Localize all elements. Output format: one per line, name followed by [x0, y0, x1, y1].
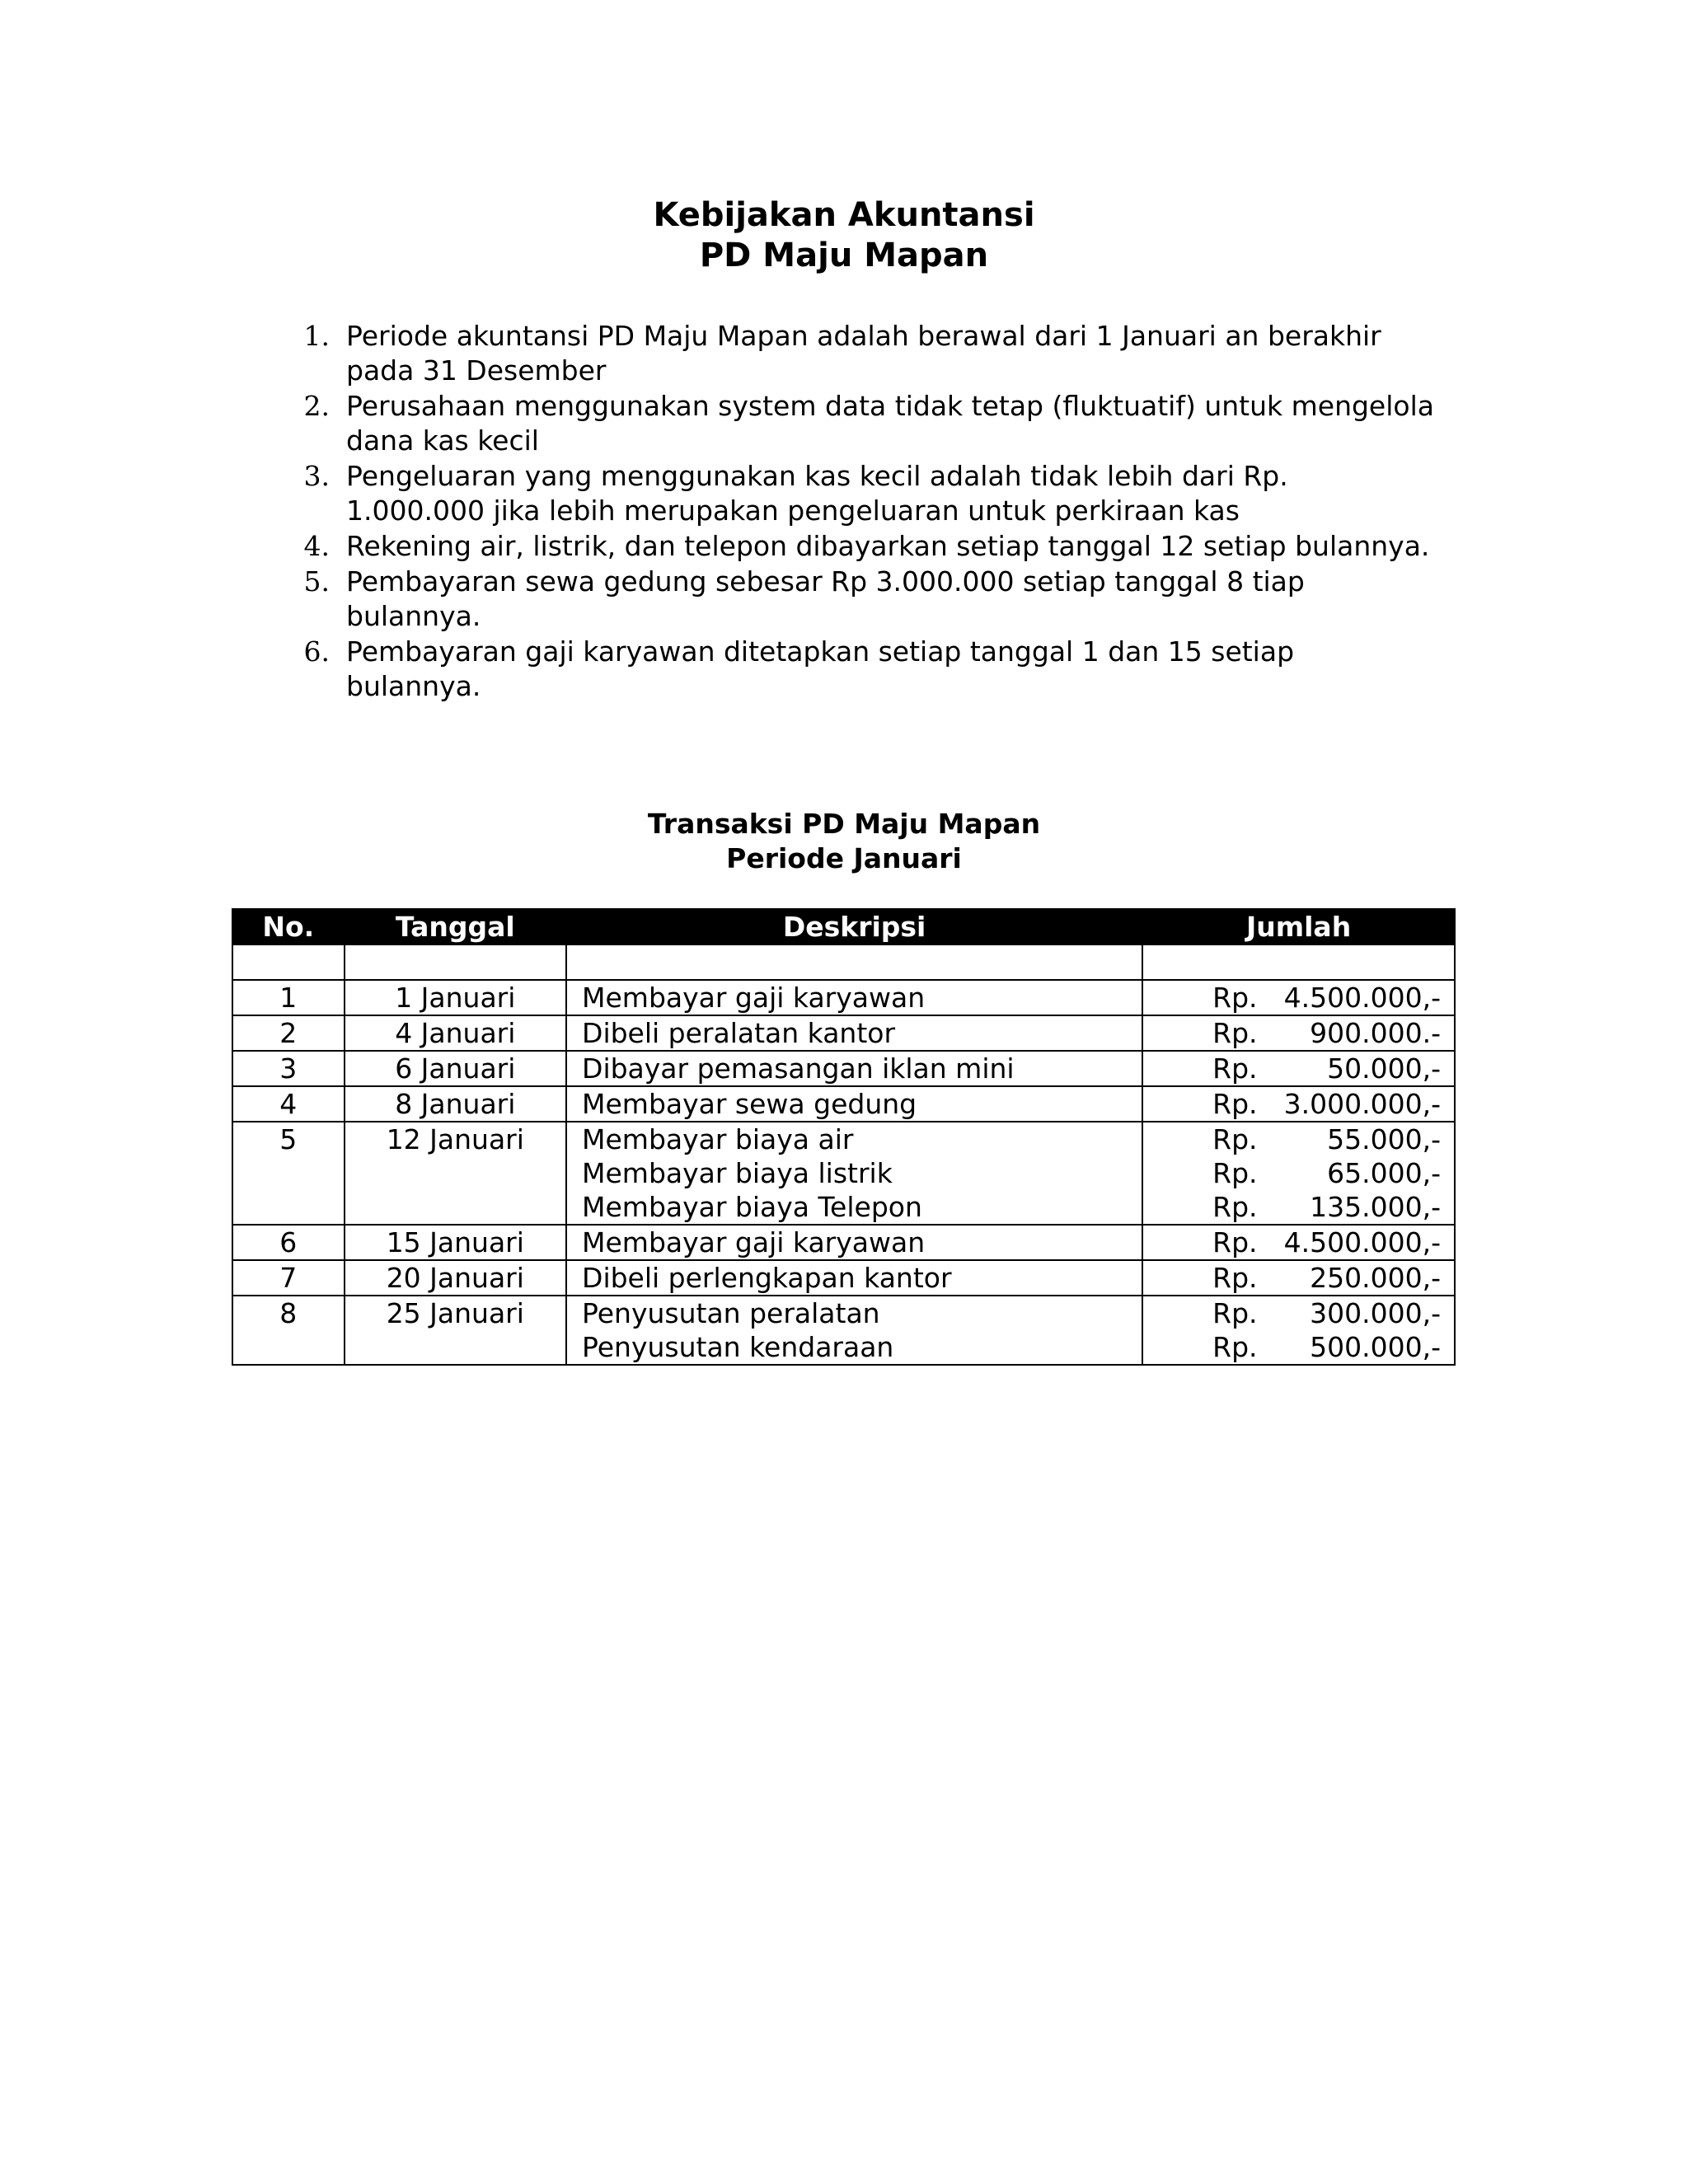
description-line: Penyusutan kendaraan [582, 1331, 894, 1363]
description-line: Dibayar pemasangan iklan mini [582, 1052, 1015, 1085]
currency-label: Rp. [1212, 1191, 1258, 1223]
policy-text: Pembayaran gaji karyawan ditetapkan setiap tanggal 1 dan 15 setiap bulannya. [346, 635, 1295, 702]
cell-no: 3 [232, 1051, 345, 1086]
policy-number: 5. [303, 565, 330, 598]
cell-no: 2 [232, 1015, 345, 1051]
cell-amount [1142, 1086, 1455, 1122]
cell-amount [1142, 1015, 1455, 1051]
amount-line [1143, 1330, 1441, 1364]
description-line: Membayar biaya air [582, 1123, 854, 1155]
amount-value: 900.000.- [1310, 1017, 1441, 1049]
policy-item [297, 529, 1434, 564]
amount-value: 300.000,- [1310, 1297, 1441, 1329]
cell-date: 6 Januari [345, 1051, 566, 1086]
currency-label: Rp. [1212, 1226, 1258, 1258]
amount-value: 135.000,- [1310, 1191, 1441, 1223]
amount-value: 4.500.000,- [1283, 982, 1441, 1014]
policy-text: Rekening air, listrik, dan telepon dibayarkan setiap tanggal 12 setiap bulannya. [346, 530, 1430, 562]
amount-line [1143, 1016, 1441, 1050]
header-no: No. [232, 909, 345, 944]
cell-no: 7 [232, 1260, 345, 1296]
cell-date: 1 Januari [345, 980, 566, 1015]
policy-number: 1. [303, 320, 330, 352]
table-spacer-row [232, 944, 1455, 980]
transactions-table [232, 908, 1456, 1366]
cell-no: 5 [232, 1122, 345, 1225]
policy-text: Pembayaran sewa gedung sebesar Rp 3.000.000 setiap tanggal 8 tiap bulannya. [346, 565, 1305, 632]
spacer-cell [345, 944, 566, 980]
cell-description [566, 1296, 1142, 1365]
amount-line [1143, 1122, 1441, 1156]
cell-description [566, 980, 1142, 1015]
cell-description [566, 1122, 1142, 1225]
amount-line [1143, 1296, 1441, 1330]
policy-text: Pengeluaran yang menggunakan kas kecil adalah tidak lebih dari Rp. 1.000.000 jika lebih merupakan pengeluaran untuk perkiraan kas [346, 460, 1288, 527]
header-amount: Jumlah [1142, 909, 1455, 944]
amount-line [1143, 1261, 1441, 1295]
cell-description [566, 1225, 1142, 1260]
cell-amount [1142, 1260, 1455, 1296]
spacer-cell [1142, 944, 1455, 980]
description-line: Dibeli perlengkapan kantor [582, 1262, 952, 1294]
page-title [0, 195, 1688, 276]
policy-list [297, 319, 1434, 705]
description-line: Membayar biaya listrik [582, 1157, 893, 1189]
cell-no: 8 [232, 1296, 345, 1365]
policy-number: 3. [303, 460, 330, 492]
cell-amount [1142, 1122, 1455, 1225]
cell-no: 6 [232, 1225, 345, 1260]
cell-date: 15 Januari [345, 1225, 566, 1260]
currency-label: Rp. [1212, 982, 1258, 1014]
policy-item [297, 635, 1434, 704]
currency-label: Rp. [1212, 1123, 1258, 1155]
amount-value: 50.000,- [1327, 1052, 1441, 1085]
policy-item [297, 459, 1434, 528]
cell-no: 4 [232, 1086, 345, 1122]
amount-line [1143, 1226, 1441, 1259]
description-line: Dibeli peralatan kantor [582, 1017, 896, 1049]
cell-description [566, 1086, 1142, 1122]
currency-label: Rp. [1212, 1157, 1258, 1189]
table-row [232, 1122, 1455, 1225]
amount-value: 4.500.000,- [1283, 1226, 1441, 1258]
currency-label: Rp. [1212, 1088, 1258, 1120]
table-row [232, 1225, 1455, 1260]
policy-text: Periode akuntansi PD Maju Mapan adalah berawal dari 1 Januari an berakhir pada 31 Desember [346, 320, 1381, 387]
cell-description [566, 1051, 1142, 1086]
policy-text: Perusahaan menggunakan system data tidak tetap (fluktuatif) untuk mengelola dana kas kecil [346, 390, 1434, 457]
description-line: Membayar biaya Telepon [582, 1191, 922, 1223]
transactions-title [0, 807, 1688, 876]
policy-number: 2. [303, 390, 330, 422]
cell-amount [1142, 1051, 1455, 1086]
policy-number: 6. [303, 635, 330, 668]
policy-number: 4. [303, 530, 330, 562]
table-row [232, 1015, 1455, 1051]
table-row [232, 1051, 1455, 1086]
amount-value: 500.000,- [1310, 1331, 1441, 1363]
title-line-1: Kebijakan Akuntansi [653, 196, 1035, 234]
amount-value: 3.000.000,- [1283, 1088, 1441, 1120]
description-line: Penyusutan peralatan [582, 1297, 880, 1329]
cell-description [566, 1015, 1142, 1051]
spacer-cell [232, 944, 345, 980]
currency-label: Rp. [1212, 1297, 1258, 1329]
transactions-title-line-2: Periode Januari [726, 842, 962, 874]
amount-value: 65.000,- [1327, 1157, 1441, 1189]
amount-value: 250.000,- [1310, 1262, 1441, 1294]
cell-date: 4 Januari [345, 1015, 566, 1051]
description-line: Membayar sewa gedung [582, 1088, 917, 1120]
policy-item [297, 319, 1434, 388]
cell-no: 1 [232, 980, 345, 1015]
policy-item [297, 389, 1434, 458]
currency-label: Rp. [1212, 1017, 1258, 1049]
cell-date: 20 Januari [345, 1260, 566, 1296]
table-header-row [232, 909, 1455, 944]
description-line: Membayar gaji karyawan [582, 1226, 926, 1258]
amount-line [1143, 981, 1441, 1015]
table-body [232, 944, 1455, 1365]
transactions-title-line-1: Transaksi PD Maju Mapan [647, 808, 1041, 840]
currency-label: Rp. [1212, 1331, 1258, 1363]
table-row [232, 1296, 1455, 1365]
amount-line [1143, 1087, 1441, 1121]
header-date: Tanggal [345, 909, 566, 944]
amount-value: 55.000,- [1327, 1123, 1441, 1155]
spacer-cell [566, 944, 1142, 980]
description-line: Membayar gaji karyawan [582, 982, 926, 1014]
table-row [232, 1086, 1455, 1122]
currency-label: Rp. [1212, 1052, 1258, 1085]
header-description: Deskripsi [566, 909, 1142, 944]
cell-description [566, 1260, 1142, 1296]
amount-line [1143, 1156, 1441, 1190]
cell-date: 8 Januari [345, 1086, 566, 1122]
cell-amount [1142, 1296, 1455, 1365]
amount-line [1143, 1052, 1441, 1085]
cell-amount [1142, 1225, 1455, 1260]
table-row [232, 980, 1455, 1015]
cell-amount [1142, 980, 1455, 1015]
policy-item [297, 565, 1434, 634]
title-line-2: PD Maju Mapan [699, 237, 989, 274]
cell-date: 25 Januari [345, 1296, 566, 1365]
table-row [232, 1260, 1455, 1296]
amount-line [1143, 1190, 1441, 1224]
cell-date: 12 Januari [345, 1122, 566, 1225]
currency-label: Rp. [1212, 1262, 1258, 1294]
